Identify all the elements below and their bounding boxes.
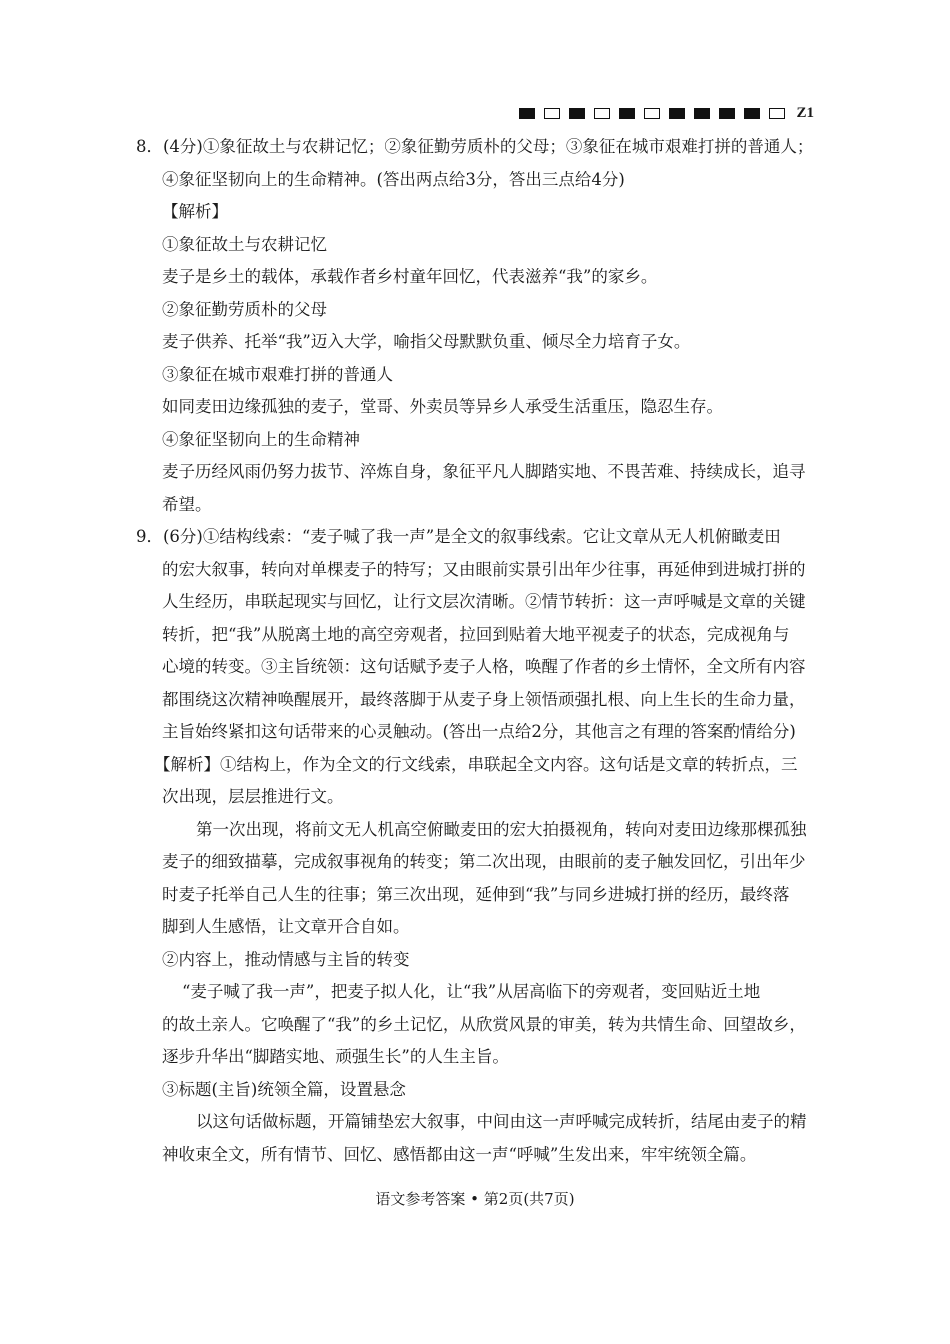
answer-line: 8．(4分)①象征故土与农耕记忆；②象征勤劳质朴的父母；③象征在城市艰难打拼的普通人； (136, 137, 814, 156)
answer-line: ③象征在城市艰难打拼的普通人 (162, 364, 393, 384)
answer-line: 麦子供养、托举“我”迈入大学，喻指父母默默负重、倾尽全力培育子女。 (162, 332, 691, 351)
answer-line: 人生经历，串联起现实与回忆，让行文层次清晰。②情节转折：这一声呼喊是文章的关键 (162, 592, 806, 611)
answer-line: ②内容上，推动情感与主旨的转变 (162, 949, 410, 969)
answer-line: 逐步升华出“脚踏实地、顽强生长”的人生主旨。 (162, 1047, 509, 1066)
mark-square (719, 108, 735, 119)
mark-square (619, 108, 635, 119)
answer-line: 以这句话做标题，开篇铺垫宏大叙事，中间由这一声呼喊完成转折，结尾由麦子的精 (196, 1112, 807, 1131)
answer-line: 麦子的细致描摹，完成叙事视角的转变；第二次出现，由眼前的麦子触发回忆，引出年少 (162, 852, 806, 871)
answer-line: ①象征故土与农耕记忆 (162, 234, 327, 254)
mark-square (569, 108, 585, 119)
mark-square (594, 108, 610, 119)
page-footer: 语文参考答案 • 第2页(共7页) (375, 1190, 575, 1208)
answer-line: 第一次出现，将前文无人机高空俯瞰麦田的宏大拍摄视角，转向对麦田边缘那棵孤独 (196, 819, 807, 839)
answer-line: 希望。 (162, 494, 212, 514)
answer-line: 【解析】①结构上，作为全文的行文线索，串联起全文内容。这句话是文章的转折点，三 (154, 754, 798, 774)
answer-line: ④象征坚韧向上的生命精神 (162, 429, 360, 449)
answer-line: 9．(6分)①结构线索：“麦子喊了我一声”是全文的叙事线索。它让文章从无人机俯瞰麦田 (136, 527, 781, 546)
paper-code: Z1 (796, 105, 814, 121)
answer-line: 如同麦田边缘孤独的麦子，堂哥、外卖员等异乡人承受生活重压，隐忍生存。 (162, 397, 723, 416)
answer-line: 转折，把“我”从脱离土地的高空旁观者，拉回到贴着大地平视麦子的状态，完成视角与 (162, 624, 790, 644)
answer-line: 次出现，层层推进行文。 (162, 787, 344, 806)
answer-line: 的故土亲人。它唤醒了“我”的乡土记忆，从欣赏风景的审美，转为共情生命、回望故乡， (162, 1014, 806, 1034)
answer-line: ③标题(主旨)统领全篇，设置悬念 (162, 1079, 406, 1099)
mark-square (544, 108, 560, 119)
answer-line: 时麦子托举自己人生的往事；第三次出现，延伸到“我”与同乡进城打拼的经历，最终落 (162, 884, 790, 904)
mark-square (644, 108, 660, 119)
mark-square (769, 108, 785, 119)
answer-line: 心境的转变。③主旨统领：这句话赋予麦子人格，唤醒了作者的乡土情怀，全文所有内容 (162, 657, 806, 676)
answer-line: ②象征勤劳质朴的父母 (162, 299, 327, 319)
answer-line: 脚到人生感悟，让文章开合自如。 (162, 917, 410, 936)
mark-square (694, 108, 710, 119)
answer-line: 麦子历经风雨仍努力拔节、淬炼自身，象征平凡人脚踏实地、不畏苦难、持续成长，追寻 (162, 462, 806, 481)
answer-line: 麦子是乡土的载体，承载作者乡村童年回忆，代表滋养“我”的家乡。 (162, 267, 658, 286)
mark-square (519, 108, 535, 119)
answer-line: 主旨始终紧扣这句话带来的心灵触动。(答出一点给2分，其他言之有理的答案酌情给分) (162, 722, 796, 741)
mark-square (744, 108, 760, 119)
mark-square (669, 108, 685, 119)
answer-line: 的宏大叙事，转向对单棵麦子的特写；又由眼前实景引出年少往事，再延伸到进城打拼的 (162, 559, 806, 579)
answer-line: 都围绕这次精神唤醒展开，最终落脚于从麦子身上领悟顽强扎根、向上生长的生命力量， (162, 689, 806, 709)
answer-line: ④象征坚韧向上的生命精神。(答出两点给3分，答出三点给4分) (162, 169, 625, 189)
analysis-heading: 【解析】 (162, 202, 228, 221)
answer-line: 神收束全文，所有情节、回忆、感悟都由这一声“呼喊”生发出来，牢牢统领全篇。 (162, 1144, 757, 1164)
exam-marks (519, 105, 814, 122)
answer-line: “麦子喊了我一声”，把麦子拟人化，让“我”从居高临下的旁观者，变回贴近土地 (182, 982, 761, 1001)
